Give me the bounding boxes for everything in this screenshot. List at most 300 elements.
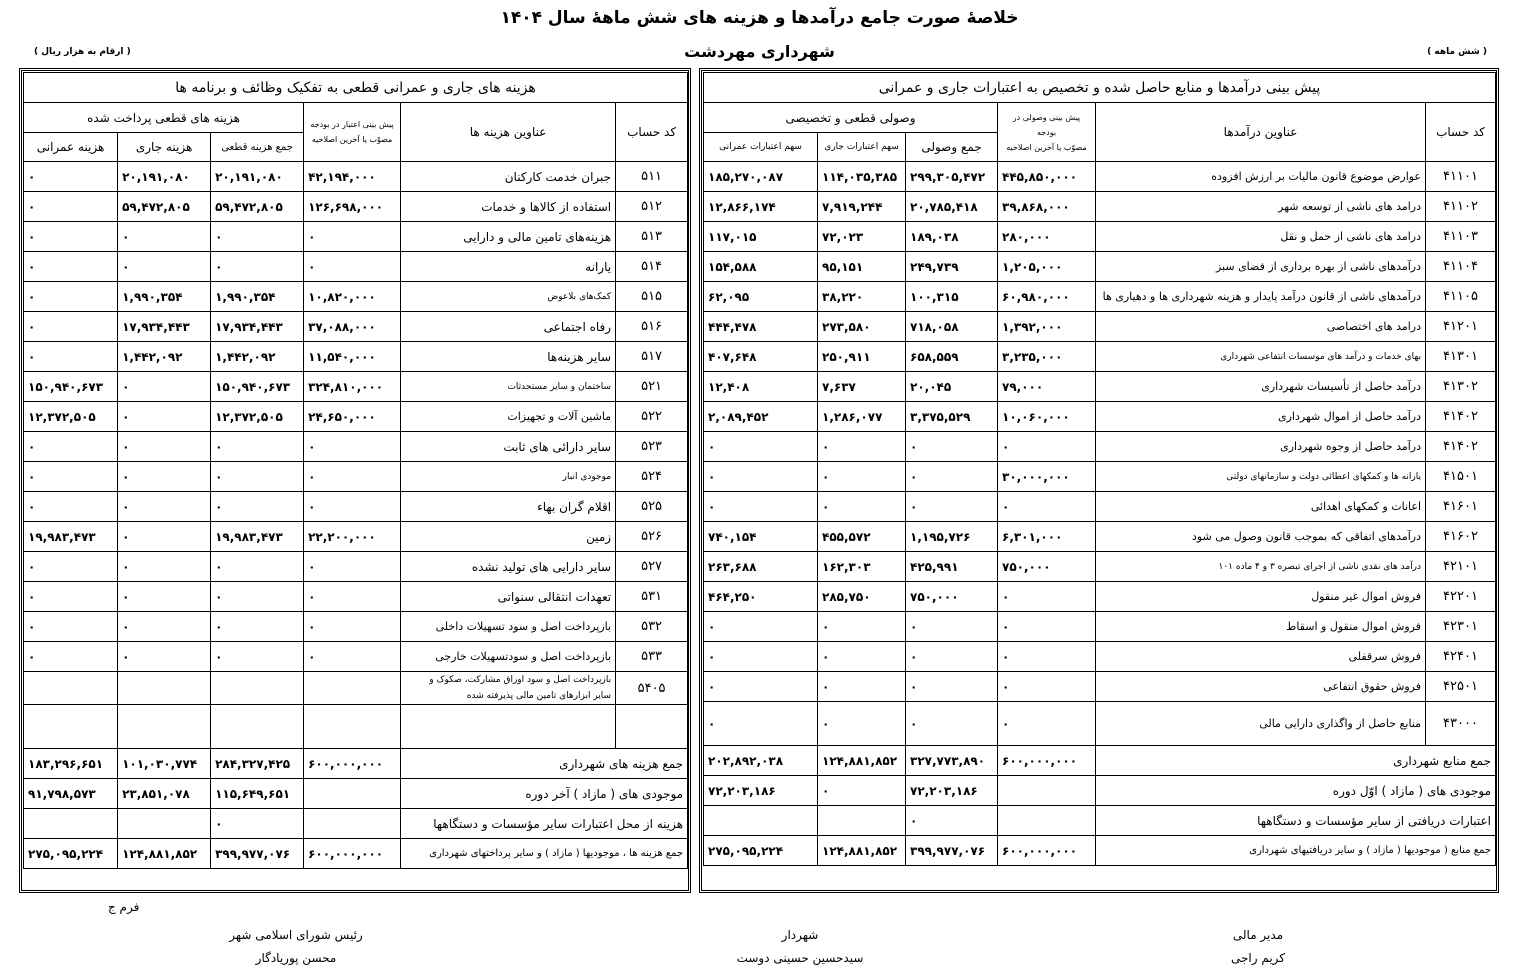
total-expense-value: ۳۹۹,۹۷۷,۰۷۶ bbox=[211, 839, 304, 869]
revenue-col-title: عناوین درآمدها bbox=[1096, 103, 1426, 162]
expense-title-cell: بازپرداخت اصل و سود تسهیلات داخلی bbox=[401, 612, 616, 642]
revenue-col-current: سهم اعتبارات جاری bbox=[818, 133, 906, 162]
expense-title-cell: استفاده از کالاها و خدمات bbox=[401, 192, 616, 222]
revenue-col-forecast-l1: پیش بینی وصولی در بودجه bbox=[1012, 112, 1081, 137]
account-code: ۴۱۶۰۱ bbox=[1426, 492, 1496, 522]
total-expense-value: ۱۹,۹۸۳,۴۷۳ bbox=[211, 522, 304, 552]
current-expense-value: ۰ bbox=[118, 492, 211, 522]
forecast-value: ۳۹,۸۶۸,۰۰۰ bbox=[998, 192, 1096, 222]
expense-col-capital: هزینه عمرانی bbox=[24, 133, 118, 162]
account-code: ۴۱۶۰۲ bbox=[1426, 522, 1496, 552]
empty-cell bbox=[211, 672, 304, 705]
current-expense-value: ۰ bbox=[118, 642, 211, 672]
account-code: ۴۲۲۰۱ bbox=[1426, 582, 1496, 612]
expense-row bbox=[24, 432, 688, 462]
report-title: خلاصهٔ صورت جامع درآمدها و هزینه های شش ماههٔ سال ۱۴۰۴ bbox=[500, 8, 1019, 28]
forecast-value: ۰ bbox=[998, 432, 1096, 462]
revenue-row bbox=[704, 492, 1496, 522]
revenue-row bbox=[704, 252, 1496, 282]
expense-row bbox=[24, 312, 688, 342]
forecast-value: ۳۲۴,۸۱۰,۰۰۰ bbox=[304, 372, 401, 402]
capital-expense-value: ۰ bbox=[24, 162, 118, 192]
capital-expense-value bbox=[24, 809, 118, 839]
empty-cell bbox=[304, 672, 401, 705]
revenue-title-cell: اعانات و کمکهای اهدائی bbox=[1096, 492, 1426, 522]
forecast-value: ۰ bbox=[998, 492, 1096, 522]
current-share-value: ۲۸۵,۷۵۰ bbox=[818, 582, 906, 612]
revenue-col-forecast-l2: مصوّب یا آخرین اصلاحیه bbox=[1006, 142, 1087, 152]
account-code: ۵۱۶ bbox=[616, 312, 688, 342]
total-collected-value: ۳۲۷,۷۷۳,۸۹۰ bbox=[906, 746, 998, 776]
expense-col-total: جمع هزینه قطعی bbox=[211, 133, 304, 162]
expense-title-cell: یارانه bbox=[401, 252, 616, 282]
expense-col-current: هزینه جاری bbox=[118, 133, 211, 162]
expense-row bbox=[24, 192, 688, 222]
forecast-value: ۰ bbox=[304, 252, 401, 282]
total-expense-value: ۱,۹۹۰,۳۵۴ bbox=[211, 282, 304, 312]
expense-row bbox=[24, 342, 688, 372]
revenue-title: پیش بینی درآمدها و منابع حاصل شده و تخصیص به اعتبارات جاری و عمرانی bbox=[704, 73, 1496, 103]
expense-summary-row bbox=[24, 779, 688, 809]
current-share-value: ۷۲,۰۲۳ bbox=[818, 222, 906, 252]
capital-expense-value: ۰ bbox=[24, 642, 118, 672]
current-share-value: ۷,۶۳۷ bbox=[818, 372, 906, 402]
forecast-value: ۰ bbox=[304, 222, 401, 252]
expense-title-cell: تعهدات انتقالی سنواتی bbox=[401, 582, 616, 612]
current-expense-value: ۲۰,۱۹۱,۰۸۰ bbox=[118, 162, 211, 192]
account-code: ۴۲۴۰۱ bbox=[1426, 642, 1496, 672]
forecast-value: ۶۰۰,۰۰۰,۰۰۰ bbox=[998, 836, 1096, 866]
account-code: ۴۱۴۰۲ bbox=[1426, 402, 1496, 432]
expense-title-cell: ماشین آلات و تجهیزات bbox=[401, 402, 616, 432]
revenue-summary-row bbox=[704, 746, 1496, 776]
capital-share-value: ۲,۰۸۹,۴۵۲ bbox=[704, 402, 818, 432]
empty-cell bbox=[24, 705, 118, 749]
capital-share-value: ۷۴۰,۱۵۴ bbox=[704, 522, 818, 552]
capital-expense-value: ۱۹,۹۸۳,۴۷۳ bbox=[24, 522, 118, 552]
forecast-value: ۰ bbox=[998, 642, 1096, 672]
capital-expense-value: ۰ bbox=[24, 312, 118, 342]
current-expense-value bbox=[118, 809, 211, 839]
current-share-value: ۲۷۳,۵۸۰ bbox=[818, 312, 906, 342]
total-collected-value: ۰ bbox=[906, 492, 998, 522]
expense-summary-row bbox=[24, 749, 688, 779]
revenue-row bbox=[704, 342, 1496, 372]
capital-expense-value: ۰ bbox=[24, 432, 118, 462]
revenue-title-cell: درآمدهای ناشی از قانون درآمد پایدار و هزینه شهرداری ها و دهیاری ها bbox=[1096, 282, 1426, 312]
expense-col-forecast bbox=[304, 103, 401, 162]
expense-title-cell: زمین bbox=[401, 522, 616, 552]
revenue-row bbox=[704, 432, 1496, 462]
account-code: ۴۱۱۰۲ bbox=[1426, 192, 1496, 222]
forecast-value: ۰ bbox=[304, 612, 401, 642]
total-expense-value: ۰ bbox=[211, 552, 304, 582]
forecast-value: ۱۰,۸۲۰,۰۰۰ bbox=[304, 282, 401, 312]
revenue-title-cell: درآمدهای ناشی از بهره برداری از فضای سبز bbox=[1096, 252, 1426, 282]
empty-cell bbox=[211, 705, 304, 749]
account-code: ۴۱۲۰۱ bbox=[1426, 312, 1496, 342]
total-expense-value: ۰ bbox=[211, 252, 304, 282]
total-expense-value: ۰ bbox=[211, 612, 304, 642]
forecast-value: ۳۷,۰۸۸,۰۰۰ bbox=[304, 312, 401, 342]
revenue-title-cell: یارانه ها و کمکهای اعطائی دولت و سازمانهای دولتی bbox=[1096, 462, 1426, 492]
account-code: ۵۱۳ bbox=[616, 222, 688, 252]
revenue-col-forecast bbox=[998, 103, 1096, 162]
capital-expense-value: ۰ bbox=[24, 222, 118, 252]
account-code: ۴۱۱۰۱ bbox=[1426, 162, 1496, 192]
units-note: ( ارقام به هزار ریال ) bbox=[34, 47, 131, 57]
capital-share-value: ۰ bbox=[704, 462, 818, 492]
summary-title: موجودی های ( مازاد ) اوّل دوره bbox=[1096, 776, 1496, 806]
revenue-row bbox=[704, 552, 1496, 582]
account-code: ۵۲۴ bbox=[616, 462, 688, 492]
total-collected-value: ۰ bbox=[906, 672, 998, 702]
total-expense-value: ۲۸۴,۳۲۷,۴۲۵ bbox=[211, 749, 304, 779]
forecast-value: ۱۰,۰۶۰,۰۰۰ bbox=[998, 402, 1096, 432]
capital-share-value: ۲۷۵,۰۹۵,۲۲۴ bbox=[704, 836, 818, 866]
total-collected-value: ۴۲۵,۹۹۱ bbox=[906, 552, 998, 582]
total-collected-value: ۲۰,۰۴۵ bbox=[906, 372, 998, 402]
expense-title-cell: جبران خدمت کارکنان bbox=[401, 162, 616, 192]
expense-row bbox=[24, 612, 688, 642]
signature-name-finance: کریم راجی bbox=[1230, 951, 1286, 965]
revenue-row bbox=[704, 192, 1496, 222]
expense-table bbox=[23, 72, 688, 869]
blank-row bbox=[24, 705, 688, 749]
expense-title-cell: هزینه‌های تامین مالی و دارایی bbox=[401, 222, 616, 252]
signature-role-finance: مدیر مالی bbox=[1232, 928, 1284, 942]
forecast-value: ۲۲,۲۰۰,۰۰۰ bbox=[304, 522, 401, 552]
revenue-row bbox=[704, 702, 1496, 746]
revenue-title-cell: درامد های ناشی از توسعه شهر bbox=[1096, 192, 1426, 222]
current-share-value: ۳۸,۲۲۰ bbox=[818, 282, 906, 312]
summary-title: جمع هزینه های شهرداری bbox=[401, 749, 688, 779]
total-expense-value: ۰ bbox=[211, 222, 304, 252]
expense-title: هزینه های جاری و عمرانی قطعی به تفکیک وظائف و برنامه ها bbox=[24, 73, 688, 103]
current-expense-value: ۱۷,۹۳۴,۴۴۳ bbox=[118, 312, 211, 342]
forecast-value bbox=[304, 809, 401, 839]
forecast-value: ۰ bbox=[304, 432, 401, 462]
empty-cell bbox=[401, 705, 616, 749]
capital-expense-value: ۰ bbox=[24, 342, 118, 372]
account-code: ۵۳۱ bbox=[616, 582, 688, 612]
account-code: ۵۲۷ bbox=[616, 552, 688, 582]
account-code: ۵۳۳ bbox=[616, 642, 688, 672]
current-share-value: ۴۵۵,۵۷۲ bbox=[818, 522, 906, 552]
capital-share-value: ۰ bbox=[704, 672, 818, 702]
summary-title: هزینه از محل اعتبارات سایر مؤسسات و دستگاهها bbox=[401, 809, 688, 839]
revenue-title-cell: بهای خدمات و درآمد های موسسات انتفاعی شهرداری bbox=[1096, 342, 1426, 372]
capital-share-value: ۰ bbox=[704, 612, 818, 642]
capital-expense-value: ۱۵۰,۹۴۰,۶۷۳ bbox=[24, 372, 118, 402]
capital-share-value: ۰ bbox=[704, 432, 818, 462]
capital-expense-value: ۰ bbox=[24, 492, 118, 522]
capital-expense-value: ۰ bbox=[24, 192, 118, 222]
current-expense-value: ۱۰۱,۰۳۰,۷۷۴ bbox=[118, 749, 211, 779]
capital-expense-value: ۰ bbox=[24, 552, 118, 582]
capital-share-value: ۰ bbox=[704, 702, 818, 746]
summary-title: جمع هزینه ها ، موجودیها ( مازاد ) و سایر پرداختهای شهرداری bbox=[401, 839, 688, 869]
revenue-group-label: وصولی قطعی و تخصیصی bbox=[704, 103, 998, 133]
revenue-row bbox=[704, 582, 1496, 612]
current-expense-value: ۱۲۴,۸۸۱,۸۵۲ bbox=[118, 839, 211, 869]
forecast-value: ۰ bbox=[998, 612, 1096, 642]
total-collected-value: ۱۸۹,۰۳۸ bbox=[906, 222, 998, 252]
capital-expense-value: ۰ bbox=[24, 582, 118, 612]
account-code: ۴۲۱۰۱ bbox=[1426, 552, 1496, 582]
account-code: ۴۱۱۰۴ bbox=[1426, 252, 1496, 282]
capital-share-value: ۰ bbox=[704, 492, 818, 522]
current-share-value: ۰ bbox=[818, 462, 906, 492]
total-collected-value: ۰ bbox=[906, 462, 998, 492]
revenue-title-cell: منابع حاصل از واگذاری دارایی مالی bbox=[1096, 702, 1426, 746]
expense-title-cell: سایر دارایی های تولید نشده bbox=[401, 552, 616, 582]
expense-row bbox=[24, 222, 688, 252]
current-share-value: ۱۶۲,۳۰۳ bbox=[818, 552, 906, 582]
current-share-value: ۱۲۴,۸۸۱,۸۵۲ bbox=[818, 836, 906, 866]
account-code: ۴۱۱۰۳ bbox=[1426, 222, 1496, 252]
current-share-value: ۷,۹۱۹,۲۴۴ bbox=[818, 192, 906, 222]
forecast-value: ۰ bbox=[304, 492, 401, 522]
forecast-value: ۱,۲۰۵,۰۰۰ bbox=[998, 252, 1096, 282]
revenue-col-capital: سهم اعتبارات عمرانی bbox=[704, 133, 818, 162]
total-collected-value: ۰ bbox=[906, 806, 998, 836]
account-code: ۵۲۶ bbox=[616, 522, 688, 552]
expense-row bbox=[24, 672, 688, 705]
capital-expense-value: ۱۲,۳۷۲,۵۰۵ bbox=[24, 402, 118, 432]
total-collected-value: ۰ bbox=[906, 642, 998, 672]
revenue-row bbox=[704, 672, 1496, 702]
total-collected-value: ۲۴۹,۷۳۹ bbox=[906, 252, 998, 282]
current-expense-value: ۱,۹۹۰,۳۵۴ bbox=[118, 282, 211, 312]
forecast-value: ۷۵۰,۰۰۰ bbox=[998, 552, 1096, 582]
current-expense-value: ۵۹,۴۷۲,۸۰۵ bbox=[118, 192, 211, 222]
capital-share-value: ۴۴۴,۴۷۸ bbox=[704, 312, 818, 342]
forecast-value: ۶۰,۹۸۰,۰۰۰ bbox=[998, 282, 1096, 312]
empty-cell bbox=[118, 705, 211, 749]
forecast-value: ۳۰,۰۰۰,۰۰۰ bbox=[998, 462, 1096, 492]
capital-expense-value: ۰ bbox=[24, 612, 118, 642]
current-share-value: ۱۱۴,۰۳۵,۳۸۵ bbox=[818, 162, 906, 192]
revenue-row bbox=[704, 642, 1496, 672]
signature-role-council: رئیس شورای اسلامی شهر bbox=[229, 928, 363, 942]
total-collected-value: ۰ bbox=[906, 432, 998, 462]
forecast-value: ۰ bbox=[998, 582, 1096, 612]
capital-share-value: ۱۲,۸۶۶,۱۷۴ bbox=[704, 192, 818, 222]
revenue-summary-row bbox=[704, 776, 1496, 806]
current-share-value: ۰ bbox=[818, 612, 906, 642]
current-share-value: ۰ bbox=[818, 492, 906, 522]
capital-expense-value: ۹۱,۷۹۸,۵۷۳ bbox=[24, 779, 118, 809]
period-note: ( شش ماهه ) bbox=[1427, 47, 1487, 57]
forecast-value bbox=[998, 776, 1096, 806]
forecast-value: ۲۴,۶۵۰,۰۰۰ bbox=[304, 402, 401, 432]
total-expense-value: ۵۹,۴۷۲,۸۰۵ bbox=[211, 192, 304, 222]
account-code: ۵۱۷ bbox=[616, 342, 688, 372]
capital-expense-value: ۲۷۵,۰۹۵,۲۲۴ bbox=[24, 839, 118, 869]
forecast-value: ۷۹,۰۰۰ bbox=[998, 372, 1096, 402]
capital-share-value: ۱۸۵,۲۷۰,۰۸۷ bbox=[704, 162, 818, 192]
current-expense-value: ۰ bbox=[118, 402, 211, 432]
total-collected-value: ۲۰,۷۸۵,۴۱۸ bbox=[906, 192, 998, 222]
total-collected-value: ۰ bbox=[906, 702, 998, 746]
current-expense-value: ۰ bbox=[118, 522, 211, 552]
expense-title-cell: کمک‌های بلاعوض bbox=[401, 282, 616, 312]
capital-share-value: ۰ bbox=[704, 642, 818, 672]
form-label: فرم ج bbox=[108, 900, 140, 914]
forecast-value: ۰ bbox=[998, 702, 1096, 746]
account-code: ۴۱۱۰۵ bbox=[1426, 282, 1496, 312]
expense-col-forecast-l2: مصوّب یا آخرین اصلاحیه bbox=[311, 135, 393, 144]
account-code: ۵۳۲ bbox=[616, 612, 688, 642]
expense-row bbox=[24, 372, 688, 402]
revenue-row bbox=[704, 162, 1496, 192]
capital-share-value: ۶۲,۰۹۵ bbox=[704, 282, 818, 312]
total-collected-value: ۳,۳۷۵,۵۲۹ bbox=[906, 402, 998, 432]
revenue-title-cell: درآمد حاصل از اموال شهرداری bbox=[1096, 402, 1426, 432]
revenue-row bbox=[704, 372, 1496, 402]
signature-role-mayor: شهردار bbox=[781, 928, 819, 942]
revenue-row bbox=[704, 612, 1496, 642]
account-code: ۵۱۵ bbox=[616, 282, 688, 312]
empty-cell bbox=[616, 705, 688, 749]
revenue-col-total: جمع وصولی bbox=[906, 133, 998, 162]
expense-col-forecast-l1: پیش بینی اعتبار در بودجه bbox=[310, 120, 394, 129]
forecast-value: ۰ bbox=[304, 642, 401, 672]
forecast-value: ۱۲۶,۶۹۸,۰۰۰ bbox=[304, 192, 401, 222]
forecast-value: ۶,۳۰۱,۰۰۰ bbox=[998, 522, 1096, 552]
total-expense-value: ۲۰,۱۹۱,۰۸۰ bbox=[211, 162, 304, 192]
signature-name-council: محسن پوریادگار bbox=[255, 951, 337, 965]
empty-cell bbox=[24, 672, 118, 705]
capital-share-value: ۴۶۴,۲۵۰ bbox=[704, 582, 818, 612]
expense-row bbox=[24, 402, 688, 432]
total-collected-value: ۳۹۹,۹۷۷,۰۷۶ bbox=[906, 836, 998, 866]
expense-title-cell: بازپرداخت اصل و سودتسهیلات خارجی bbox=[401, 642, 616, 672]
revenue-row bbox=[704, 522, 1496, 552]
capital-expense-value: ۰ bbox=[24, 252, 118, 282]
current-share-value: ۰ bbox=[818, 776, 906, 806]
forecast-value: ۶۰۰,۰۰۰,۰۰۰ bbox=[304, 839, 401, 869]
current-expense-value: ۰ bbox=[118, 372, 211, 402]
account-code: ۴۳۰۰۰ bbox=[1426, 702, 1496, 746]
total-expense-value: ۱,۴۴۲,۰۹۲ bbox=[211, 342, 304, 372]
forecast-value: ۴۲,۱۹۴,۰۰۰ bbox=[304, 162, 401, 192]
expense-title-cell: رفاه اجتماعی bbox=[401, 312, 616, 342]
revenue-title-cell: درآمدهای اتفاقی که بموجب قانون وصول می شود bbox=[1096, 522, 1426, 552]
expense-row bbox=[24, 642, 688, 672]
expense-col-title: عناوین هزینه ها bbox=[401, 103, 616, 162]
total-expense-value: ۰ bbox=[211, 492, 304, 522]
title-line-1: بازپرداخت اصل و سود اوراق مشارکت، صکوک و bbox=[429, 675, 612, 685]
forecast-value bbox=[998, 806, 1096, 836]
capital-share-value: ۱۲,۴۰۸ bbox=[704, 372, 818, 402]
revenue-title-cell: درآمد حاصل از وجوه شهرداری bbox=[1096, 432, 1426, 462]
total-collected-value: ۱۰۰,۳۱۵ bbox=[906, 282, 998, 312]
account-code: ۴۱۳۰۲ bbox=[1426, 372, 1496, 402]
empty-cell bbox=[304, 705, 401, 749]
capital-share-value: ۲۶۳,۶۸۸ bbox=[704, 552, 818, 582]
current-expense-value: ۰ bbox=[118, 432, 211, 462]
current-share-value: ۰ bbox=[818, 702, 906, 746]
capital-share-value: ۱۱۷,۰۱۵ bbox=[704, 222, 818, 252]
total-expense-value: ۰ bbox=[211, 462, 304, 492]
capital-expense-value: ۰ bbox=[24, 462, 118, 492]
capital-expense-value: ۰ bbox=[24, 282, 118, 312]
revenue-row bbox=[704, 402, 1496, 432]
summary-title: اعتبارات دریافتی از سایر مؤسسات و دستگاهها bbox=[1096, 806, 1496, 836]
current-share-value: ۰ bbox=[818, 432, 906, 462]
forecast-value: ۳,۲۳۵,۰۰۰ bbox=[998, 342, 1096, 372]
account-code: ۴۱۴۰۲ bbox=[1426, 432, 1496, 462]
expense-summary-row bbox=[24, 839, 688, 869]
revenue-summary-row bbox=[704, 836, 1496, 866]
revenue-title-cell: فروش سرقفلی bbox=[1096, 642, 1426, 672]
account-code: ۵۱۲ bbox=[616, 192, 688, 222]
account-code: ۵۲۱ bbox=[616, 372, 688, 402]
revenue-row bbox=[704, 282, 1496, 312]
revenue-title-cell: درامد های ناشی از حمل و نقل bbox=[1096, 222, 1426, 252]
total-collected-value: ۰ bbox=[906, 612, 998, 642]
capital-share-value: ۱۵۴,۵۸۸ bbox=[704, 252, 818, 282]
total-collected-value: ۱,۱۹۵,۷۲۶ bbox=[906, 522, 998, 552]
revenue-row bbox=[704, 222, 1496, 252]
total-collected-value: ۶۵۸,۵۵۹ bbox=[906, 342, 998, 372]
revenue-col-code: کد حساب bbox=[1426, 103, 1496, 162]
total-expense-value: ۱۱۵,۶۴۹,۶۵۱ bbox=[211, 779, 304, 809]
forecast-value: ۰ bbox=[304, 552, 401, 582]
expense-title-cell: سایر دارائی های ثابت bbox=[401, 432, 616, 462]
current-expense-value: ۱,۴۴۲,۰۹۲ bbox=[118, 342, 211, 372]
total-collected-value: ۷۱۸,۰۵۸ bbox=[906, 312, 998, 342]
current-expense-value: ۰ bbox=[118, 552, 211, 582]
total-expense-value: ۱۷,۹۳۴,۴۴۳ bbox=[211, 312, 304, 342]
capital-share-value bbox=[704, 806, 818, 836]
expense-title-cell: ساختمان و سایر مستحدثات bbox=[401, 372, 616, 402]
expense-title-cell: سایر هزینه‌ها bbox=[401, 342, 616, 372]
total-collected-value: ۷۲,۲۰۳,۱۸۶ bbox=[906, 776, 998, 806]
current-expense-value: ۰ bbox=[118, 462, 211, 492]
expense-row bbox=[24, 522, 688, 552]
forecast-value: ۰ bbox=[998, 672, 1096, 702]
current-expense-value: ۰ bbox=[118, 222, 211, 252]
account-code: ۵۲۳ bbox=[616, 432, 688, 462]
account-code: ۴۱۵۰۱ bbox=[1426, 462, 1496, 492]
capital-share-value: ۴۰۷,۶۴۸ bbox=[704, 342, 818, 372]
forecast-value: ۴۴۵,۸۵۰,۰۰۰ bbox=[998, 162, 1096, 192]
forecast-value: ۱,۳۹۲,۰۰۰ bbox=[998, 312, 1096, 342]
expense-title-cell: موجودی انبار bbox=[401, 462, 616, 492]
account-code: ۴۲۵۰۱ bbox=[1426, 672, 1496, 702]
expense-summary-row bbox=[24, 809, 688, 839]
current-expense-value: ۰ bbox=[118, 252, 211, 282]
total-expense-value: ۰ bbox=[211, 582, 304, 612]
current-share-value: ۱,۲۸۶,۰۷۷ bbox=[818, 402, 906, 432]
revenue-summary-row bbox=[704, 806, 1496, 836]
total-expense-value: ۰ bbox=[211, 642, 304, 672]
forecast-value: ۶۰۰,۰۰۰,۰۰۰ bbox=[998, 746, 1096, 776]
current-expense-value: ۲۳,۸۵۱,۰۷۸ bbox=[118, 779, 211, 809]
expense-row bbox=[24, 582, 688, 612]
total-collected-value: ۲۹۹,۳۰۵,۴۷۲ bbox=[906, 162, 998, 192]
capital-share-value: ۷۲,۲۰۳,۱۸۶ bbox=[704, 776, 818, 806]
account-code: ۵۲۵ bbox=[616, 492, 688, 522]
summary-title: موجودی های ( مازاد ) آخر دوره bbox=[401, 779, 688, 809]
title-line-2: سایر ابزارهای تامین مالی پذیرفته شده bbox=[466, 691, 612, 701]
revenue-title-cell: درآمد های نقدی ناشی از اجرای تبصره ۳ و ۴ ماده ۱۰۱ bbox=[1096, 552, 1426, 582]
forecast-value: ۰ bbox=[304, 462, 401, 492]
expense-row bbox=[24, 492, 688, 522]
